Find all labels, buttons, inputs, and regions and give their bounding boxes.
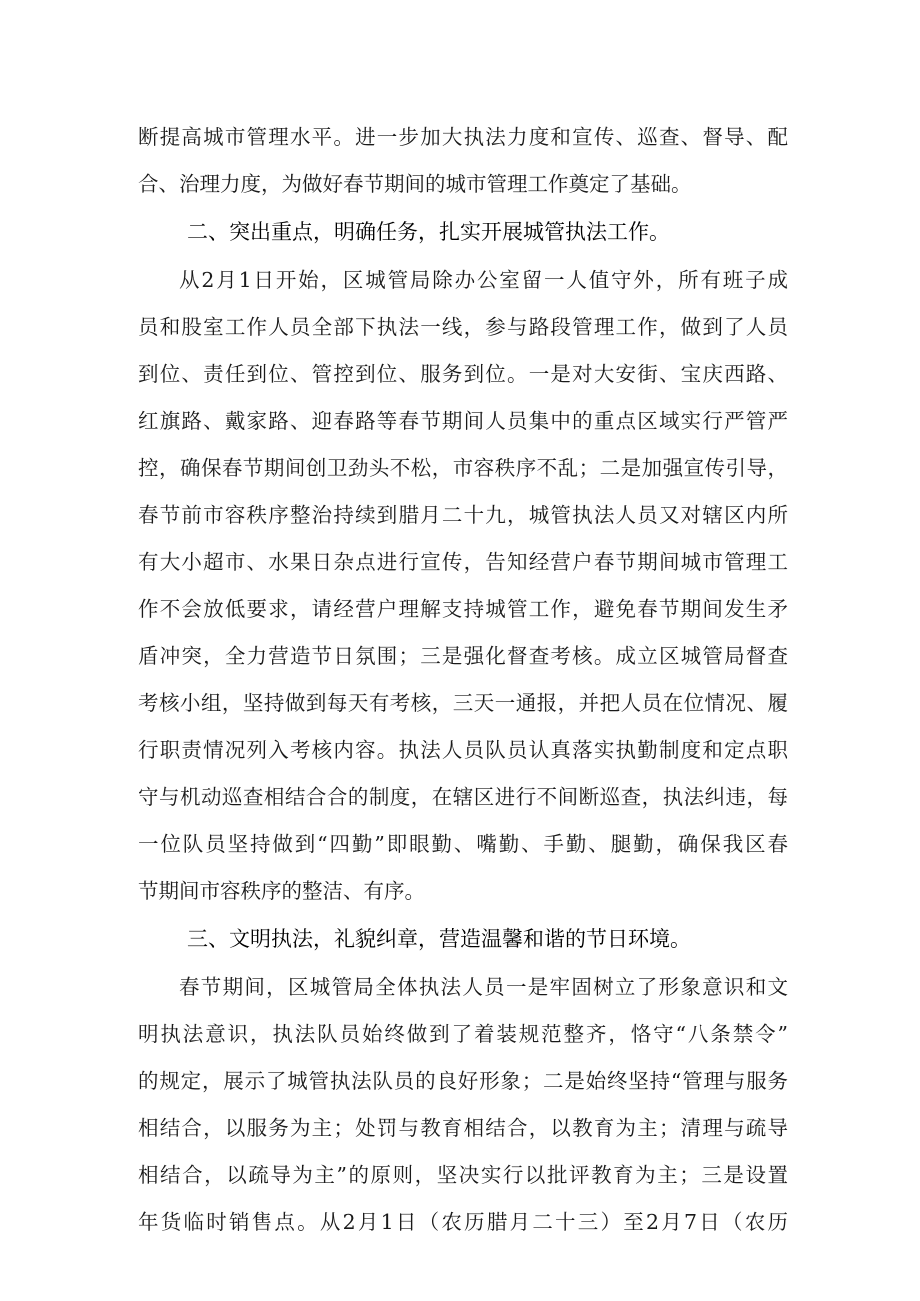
paragraph-line: 红旗路、戴家路、迎春路等春节期间人员集中的重点区域实行严管严 <box>138 409 788 433</box>
paragraph-line: 考核小组，坚持做到每天有考核，三天一通报，并把人员在位情况、履 <box>138 691 788 715</box>
paragraph-line: 断提高城市管理水平。进一步加大执法力度和宣传、巡查、督导、配 <box>138 125 788 149</box>
section-heading-3: 三、文明执法，礼貌纠章，营造温馨和谐的节日环境。 <box>187 927 691 951</box>
paragraph-line: 员和股室工作人员全部下执法一线，参与路段管理工作，做到了人员 <box>138 315 788 339</box>
paragraph-line: 的规定，展示了城管执法队员的良好形象；二是始终坚持“管理与服务 <box>138 1069 788 1093</box>
paragraph-line: 春节前市容秩序整治持续到腊月二十九，城管执法人员又对辖区内所 <box>138 503 788 527</box>
paragraph-line: 作不会放低要求，请经营户理解支持城管工作，避免春节期间发生矛 <box>138 597 788 621</box>
paragraph-line: 节期间市容秩序的整洁、有序。 <box>138 879 425 903</box>
document-body <box>138 114 788 1246</box>
paragraph-line: 相结合，以疏导为主”的原则，坚决实行以批评教育为主；三是设置 <box>138 1163 788 1187</box>
paragraph-line: 一位队员坚持做到“四勤”即眼勤、嘴勤、手勤、腿勤，确保我区春 <box>138 832 788 856</box>
paragraph-line: 到位、责任到位、管控到位、服务到位。一是对大安街、宝庆西路、 <box>138 362 788 386</box>
paragraph-line: 合、治理力度，为做好春节期间的城市管理工作奠定了基础。 <box>138 172 692 196</box>
paragraph-line: 守与机动巡查相结合合的制度，在辖区进行不间断巡查，执法纠违，每 <box>138 785 788 809</box>
paragraph-line: 春节期间，区城管局全体执法人员一是牢固树立了形象意识和文 <box>179 975 788 999</box>
paragraph-line: 年货临时销售点。从2月1日（农历腊月二十三）至2月7日（农历 <box>138 1210 788 1234</box>
paragraph-line: 明执法意识，执法队员始终做到了着装规范整齐，恪守“八条禁令” <box>138 1022 788 1046</box>
section-heading-2: 二、突出重点，明确任务，扎实开展城管执法工作。 <box>187 220 670 244</box>
paragraph-line: 行职责情况列入考核内容。执法人员队员认真落实执勤制度和定点职 <box>138 738 788 762</box>
paragraph-line: 盾冲突，全力营造节日氛围；三是强化督查考核。成立区城管局督查 <box>138 644 788 668</box>
paragraph-line: 控，确保春节期间创卫劲头不松，市容秩序不乱；二是加强宣传引导， <box>138 456 788 480</box>
paragraph-line: 有大小超市、水果日杂点进行宣传，告知经营户春节期间城市管理工 <box>138 550 788 574</box>
paragraph-line: 相结合，以服务为主；处罚与教育相结合，以教育为主；清理与疏导 <box>138 1116 788 1140</box>
paragraph-line: 从2月1日开始，区城管局除办公室留一人值守外，所有班子成 <box>179 268 788 292</box>
